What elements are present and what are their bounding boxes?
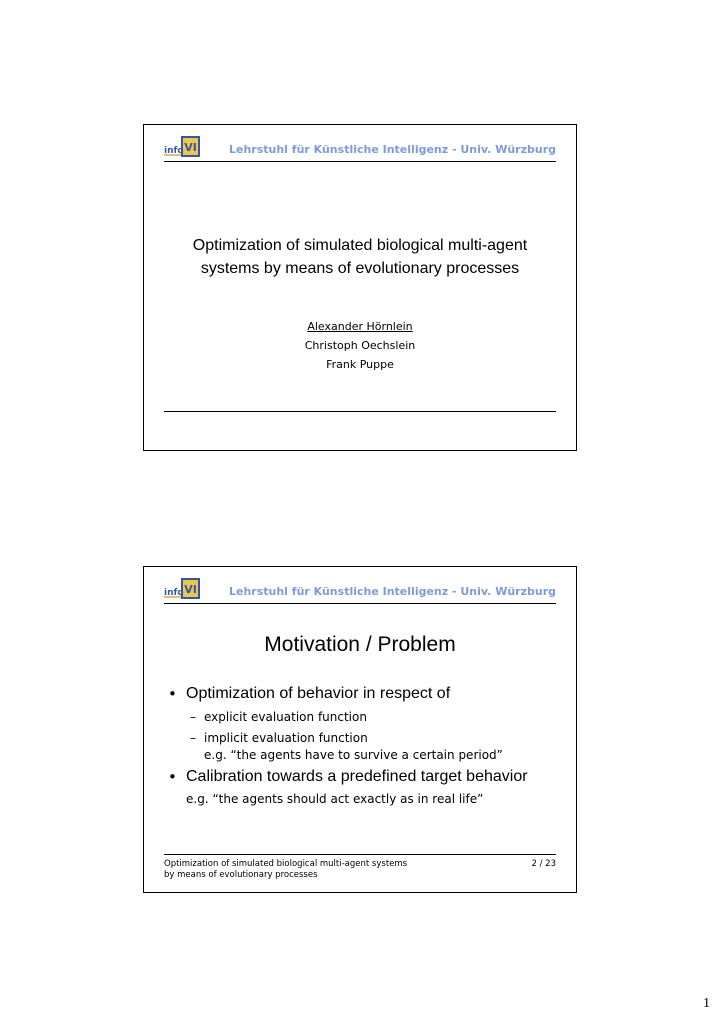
slide-title: Motivation / Problem (264, 633, 456, 656)
bullet-list (168, 683, 566, 808)
footer-divider (164, 854, 556, 855)
author-presenter: Alexander Hörnlein (307, 320, 413, 333)
bullet-text: Optimization of behavior in respect of (186, 685, 451, 702)
bullet-icon: • (168, 685, 177, 703)
dash-icon: – (190, 731, 196, 745)
header-institution: Lehrstuhl für Künstliche Intelligenz - Univ. Würzburg (228, 143, 556, 156)
university-logo-icon (164, 578, 200, 599)
presentation-title (164, 234, 556, 280)
sub-bullet-example: e.g. “the agents have to survive a certain period” (204, 748, 503, 762)
bullet-icon: • (168, 768, 177, 786)
title-line-2: systems by means of evolutionary processes (200, 260, 520, 277)
footer-line-1: Optimization of simulated biological multi-agent systems (164, 859, 408, 869)
footer-line-2: by means of evolutionary processes (164, 870, 318, 880)
university-logo-icon (164, 136, 200, 157)
header-institution: Lehrstuhl für Künstliche Intelligenz - Univ. Würzburg (228, 585, 556, 598)
title-line-1: Optimization of simulated biological multi-agent (192, 237, 528, 254)
bullet-content (186, 766, 528, 808)
sub-bullet-item (190, 730, 566, 764)
dash-icon: – (190, 710, 196, 724)
logo-mark-text: VI (184, 583, 197, 596)
logo-text: info (164, 588, 184, 598)
author-list (144, 317, 576, 374)
footer-divider (164, 411, 556, 412)
bullet-example: e.g. “the agents should act exactly as in real life” (186, 792, 484, 806)
sub-bullet-item (190, 709, 566, 726)
sub-bullet-text: explicit evaluation function (204, 710, 367, 724)
sub-bullet-content (204, 730, 503, 764)
slide-2 (143, 566, 577, 893)
bullet-text: Calibration towards a predefined target behavior (186, 768, 528, 785)
logo-text: info (164, 146, 184, 156)
logo-mark-text: VI (184, 141, 197, 154)
header-divider (164, 603, 556, 604)
author: Frank Puppe (326, 358, 394, 371)
header-divider (164, 161, 556, 162)
author: Christoph Oechslein (304, 339, 416, 352)
page-number: 1 (703, 996, 710, 1011)
bullet-item (168, 683, 566, 705)
slide-number: 2 / 23 (531, 859, 556, 869)
bullet-item (168, 766, 566, 808)
slide-1 (143, 124, 577, 451)
footer-title (164, 859, 407, 881)
sub-bullet-text: implicit evaluation function (204, 731, 368, 745)
